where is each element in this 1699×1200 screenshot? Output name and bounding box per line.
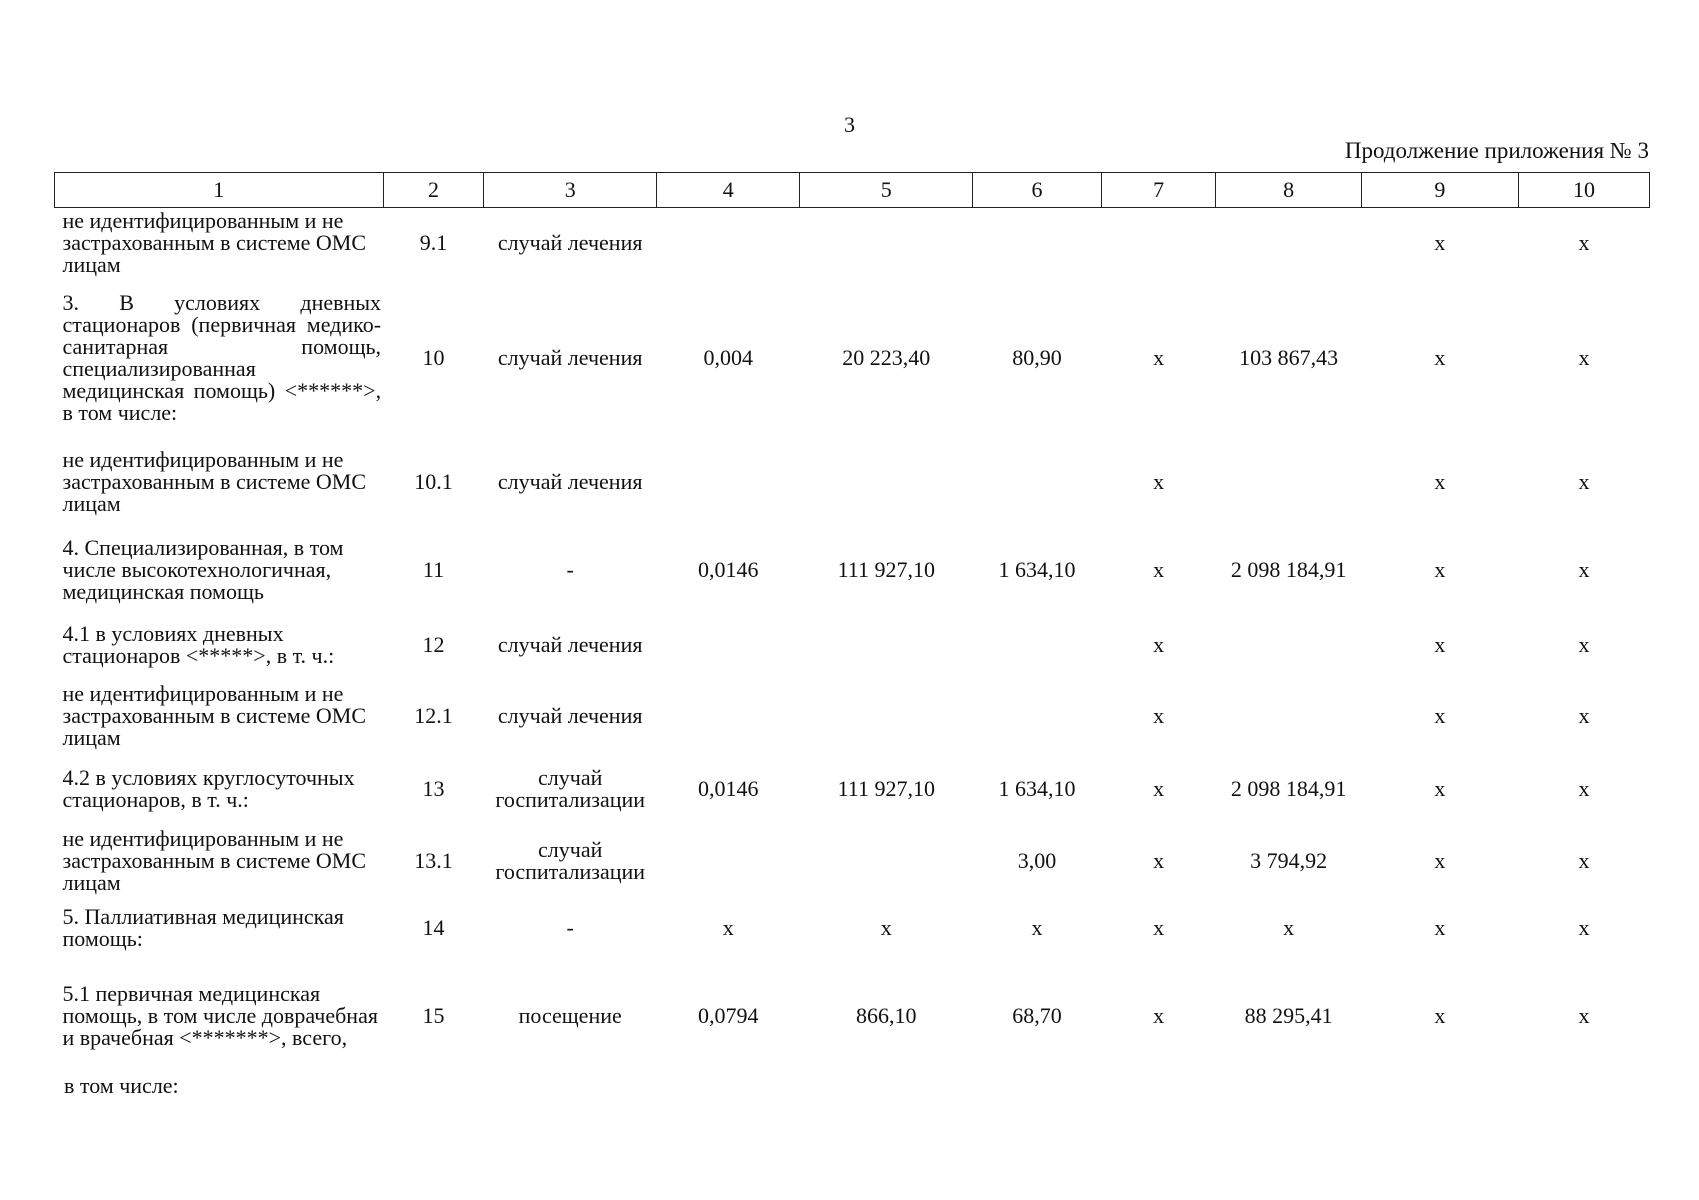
table-cell [657, 208, 800, 278]
table-row [55, 822, 1650, 900]
table-row [55, 526, 1650, 614]
table-cell: - [566, 914, 574, 940]
table-cell: х [1434, 914, 1446, 940]
table-cell: х [1283, 914, 1295, 940]
table-cell [973, 438, 1102, 526]
table-cell: 9.1 [419, 229, 448, 255]
table-cell [800, 438, 973, 526]
table-row [55, 278, 1650, 438]
table-cell: случай лечения [497, 344, 643, 370]
table-cell: 4.2 в условиях круглосуточных стационаров, в т. ч.: [62, 764, 355, 812]
table-cell: 12 [422, 631, 445, 657]
column-header: 5 [800, 173, 973, 208]
table-cell: х [1434, 344, 1446, 370]
table-cell: х [1578, 631, 1590, 657]
table-cell: случай лечения [497, 468, 643, 494]
table-cell: 1 634,10 [998, 775, 1076, 801]
table-cell: 4. Специализированная, в том числе высокотехнологичная, медицинская помощь [62, 534, 344, 604]
table-cell: х [1434, 1002, 1446, 1028]
table-cell: 3. В условиях дневных стационаров (первичная медико-санитарная помощь, специализированная медицинская помощь) <******>, в том числе: [62, 289, 382, 425]
table-cell: - [566, 556, 574, 582]
table-cell: 0,0794 [697, 1002, 759, 1028]
table-cell: х [1578, 847, 1590, 873]
table-cell: х [1153, 847, 1165, 873]
table-cell: х [1434, 468, 1446, 494]
table-cell: не идентифицированным и не застрахованным в системе ОМС лицам [62, 680, 367, 750]
table-cell [1216, 208, 1362, 278]
table-cell [657, 438, 800, 526]
table-cell: случай лечения [497, 702, 643, 728]
table-cell: х [1434, 775, 1446, 801]
table-cell: не идентифицированным и не застрахованным в системе ОМС лицам [62, 207, 367, 277]
appendix-continuation-label: Продолжение приложения № 3 [1344, 138, 1649, 163]
table-cell: 80,90 [1012, 344, 1062, 370]
table-cell: х [1578, 344, 1590, 370]
table-row [55, 676, 1650, 756]
table-cell [800, 208, 973, 278]
table-cell: 3,00 [1017, 847, 1057, 873]
table-cell [973, 676, 1102, 756]
table-cell: х [1578, 556, 1590, 582]
table-row [55, 614, 1650, 676]
table-cell: 14 [422, 914, 445, 940]
table-cell: х [1153, 775, 1165, 801]
column-header: 9 [1361, 173, 1518, 208]
table-cell: х [1578, 702, 1590, 728]
table-cell [800, 614, 973, 676]
table-cell: 20 223,40 [842, 344, 931, 370]
table-cell: х [1153, 1002, 1165, 1028]
table-cell: 2 098 184,91 [1230, 775, 1347, 801]
table-cell: х [1153, 468, 1165, 494]
table-cell: х [1434, 847, 1446, 873]
table-cell: х [722, 914, 734, 940]
table-cell: 15 [422, 1002, 445, 1028]
data-table [54, 172, 1650, 1076]
table-cell: х [1434, 631, 1446, 657]
table-row [55, 208, 1650, 278]
table-cell: х [1578, 468, 1590, 494]
table-continuation-text: в том числе: [64, 1073, 179, 1098]
column-header: 7 [1102, 173, 1216, 208]
table-row [55, 900, 1650, 956]
table-cell [800, 822, 973, 900]
table-cell: 866,10 [856, 1002, 917, 1028]
table-cell: 103 867,43 [1239, 344, 1339, 370]
table-cell: х [1153, 631, 1165, 657]
table-cell: 3 794,92 [1250, 847, 1328, 873]
table-row [55, 438, 1650, 526]
table-cell: не идентифицированным и не застрахованным в системе ОМС лицам [62, 446, 367, 516]
table-cell: 0,004 [703, 344, 753, 370]
table-cell: х [1578, 775, 1590, 801]
table-cell: случай госпитализации [495, 764, 646, 812]
column-header: 6 [973, 173, 1102, 208]
table-row [55, 756, 1650, 822]
table-cell [1102, 208, 1216, 278]
table-cell: 88 295,41 [1244, 1002, 1333, 1028]
table-cell: 111 927,10 [837, 556, 935, 582]
table-cell: 111 927,10 [837, 775, 935, 801]
table-cell [1216, 676, 1362, 756]
table-cell: х [1031, 914, 1043, 940]
table-cell: случай лечения [497, 631, 643, 657]
table-cell [973, 614, 1102, 676]
table-cell: х [1153, 556, 1165, 582]
table-row [55, 956, 1650, 1076]
table-cell: 11 [422, 556, 445, 582]
table-cell: х [1578, 914, 1590, 940]
column-header: 3 [484, 173, 657, 208]
table-cell: х [1153, 914, 1165, 940]
table-cell: 10 [422, 344, 445, 370]
table-cell: х [1434, 702, 1446, 728]
column-header: 10 [1518, 173, 1649, 208]
table-cell [1216, 438, 1362, 526]
table-cell: х [1434, 556, 1446, 582]
table-cell [657, 822, 800, 900]
column-header: 2 [383, 173, 484, 208]
table-cell: посещение [518, 1002, 622, 1028]
table-cell [973, 208, 1102, 278]
table-cell: 10.1 [414, 468, 453, 494]
table-cell: случай госпитализации [495, 836, 646, 884]
table-cell [1216, 614, 1362, 676]
table-cell: х [1153, 344, 1165, 370]
table-cell: х [1578, 229, 1590, 255]
table-cell: не идентифицированным и не застрахованным в системе ОМС лицам [62, 825, 367, 895]
table-cell: случай лечения [497, 229, 643, 255]
table-cell [657, 614, 800, 676]
table-cell: 13.1 [414, 847, 453, 873]
column-header: 8 [1216, 173, 1362, 208]
table-cell: х [1578, 1002, 1590, 1028]
table-cell: 0,0146 [697, 556, 759, 582]
table-cell [800, 676, 973, 756]
table-cell: 68,70 [1012, 1002, 1062, 1028]
column-number-header [55, 173, 1650, 208]
table-cell: х [1153, 702, 1165, 728]
table-cell: 0,0146 [697, 775, 759, 801]
table-cell: 1 634,10 [998, 556, 1076, 582]
table-cell: 2 098 184,91 [1230, 556, 1347, 582]
table-cell: х [1434, 229, 1446, 255]
table-cell: 13 [422, 775, 445, 801]
table-cell: 5.1 первичная медицинская помощь, в том числе доврачебная и врачебная <*******>, всего, [62, 980, 378, 1050]
column-header: 4 [657, 173, 800, 208]
table-cell [657, 676, 800, 756]
page-number: 3 [844, 112, 855, 137]
table-cell: 12.1 [414, 702, 453, 728]
column-header: 1 [55, 173, 384, 208]
table-cell: 4.1 в условиях дневных стационаров <*****>, в т. ч.: [62, 620, 335, 668]
table-cell: х [880, 914, 892, 940]
table-cell: 5. Паллиативная медицинская помощь: [62, 903, 344, 951]
